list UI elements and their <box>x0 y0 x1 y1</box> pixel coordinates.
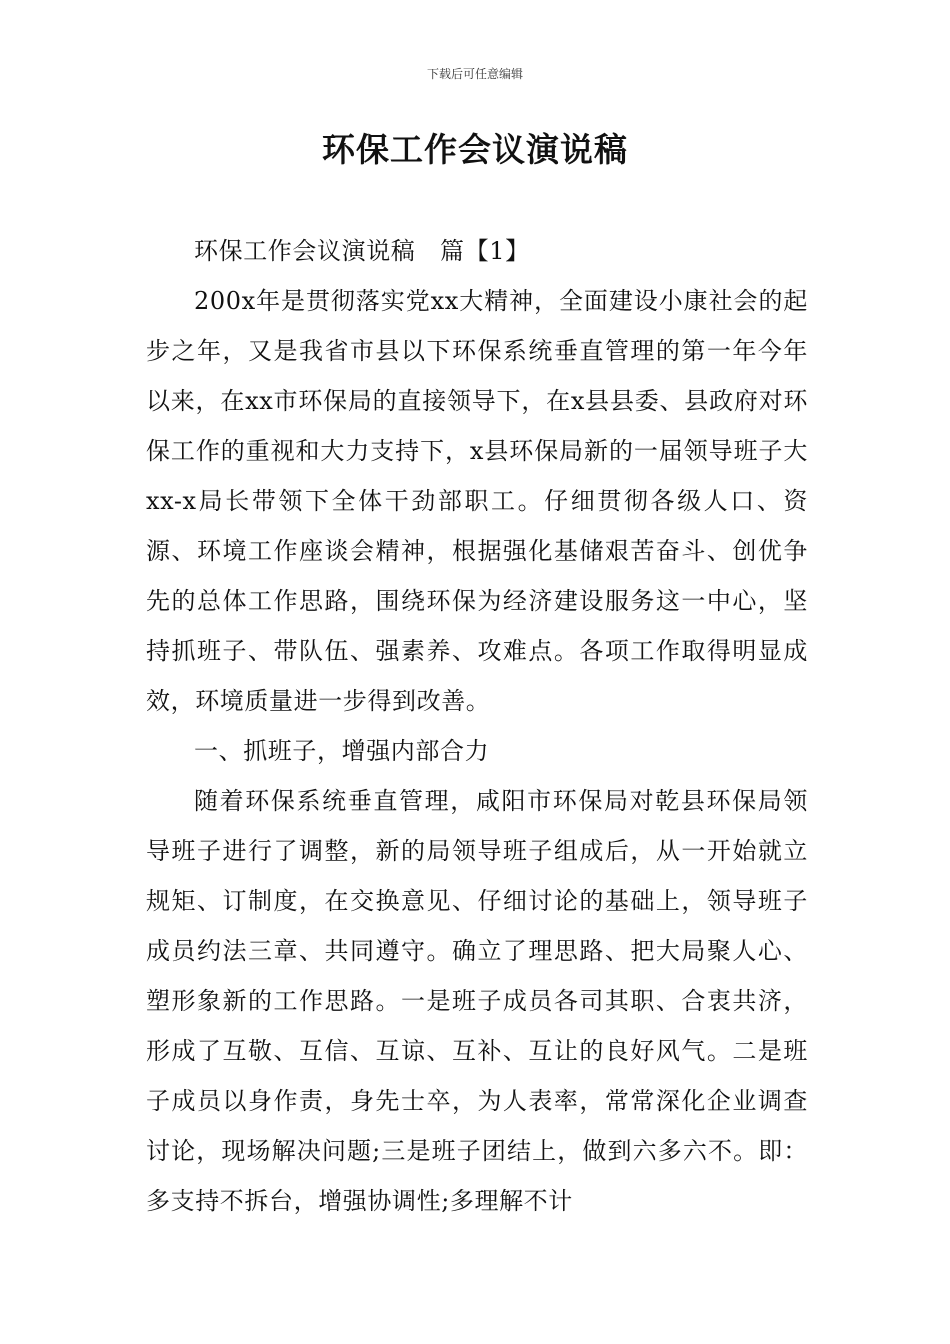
section-subheading: 一、抓班子，增强内部合力 <box>194 737 490 765</box>
header-note: 下载后可任意编辑 <box>426 67 523 81</box>
document-title: 环保工作会议演说稿 <box>322 130 628 169</box>
body-paragraph: 200x年是贯彻落实党xx大精神，全面建设小康社会的起步之年，又是我省市县以下环保系统垂直管理的第一年今年以来，在xx市环保局的直接领导下，在x县县委、县政府对环保工作的重视和大力支持下，x县环保局新的一届领导班子大xx-x局长带领下全体干劲部职工。仔细贯彻各级人口、资源、环境工作座谈会精神，根据强化基储艰苦奋斗、创优争先的总体工作思路，围绕环保为经济建设服务这一中心，坚持抓班子、带队伍、强素养、攻难点。各项工作取得明显成效，环境质量进一步得到改善。 <box>146 287 808 715</box>
section-heading: 环保工作会议演说稿 篇【1】 <box>194 237 530 265</box>
document-body <box>146 226 808 1226</box>
body-paragraph: 随着环保系统垂直管理，咸阳市环保局对乾县环保局领导班子进行了调整，新的局领导班子组成后，从一开始就立规矩、订制度，在交换意见、仔细讨论的基础上，领导班子成员约法三章、共同遵守。确立了理思路、把大局聚人心、塑形象新的工作思路。一是班子成员各司其职、合衷共济，形成了互敬、互信、互谅、互补、互让的良好风气。二是班子成员以身作责，身先士卒，为人表率，常常深化企业调查讨论，现场解决问题;三是班子团结上，做到六多六不。即：多支持不拆台，增强协调性;多理解不计 <box>146 787 808 1215</box>
